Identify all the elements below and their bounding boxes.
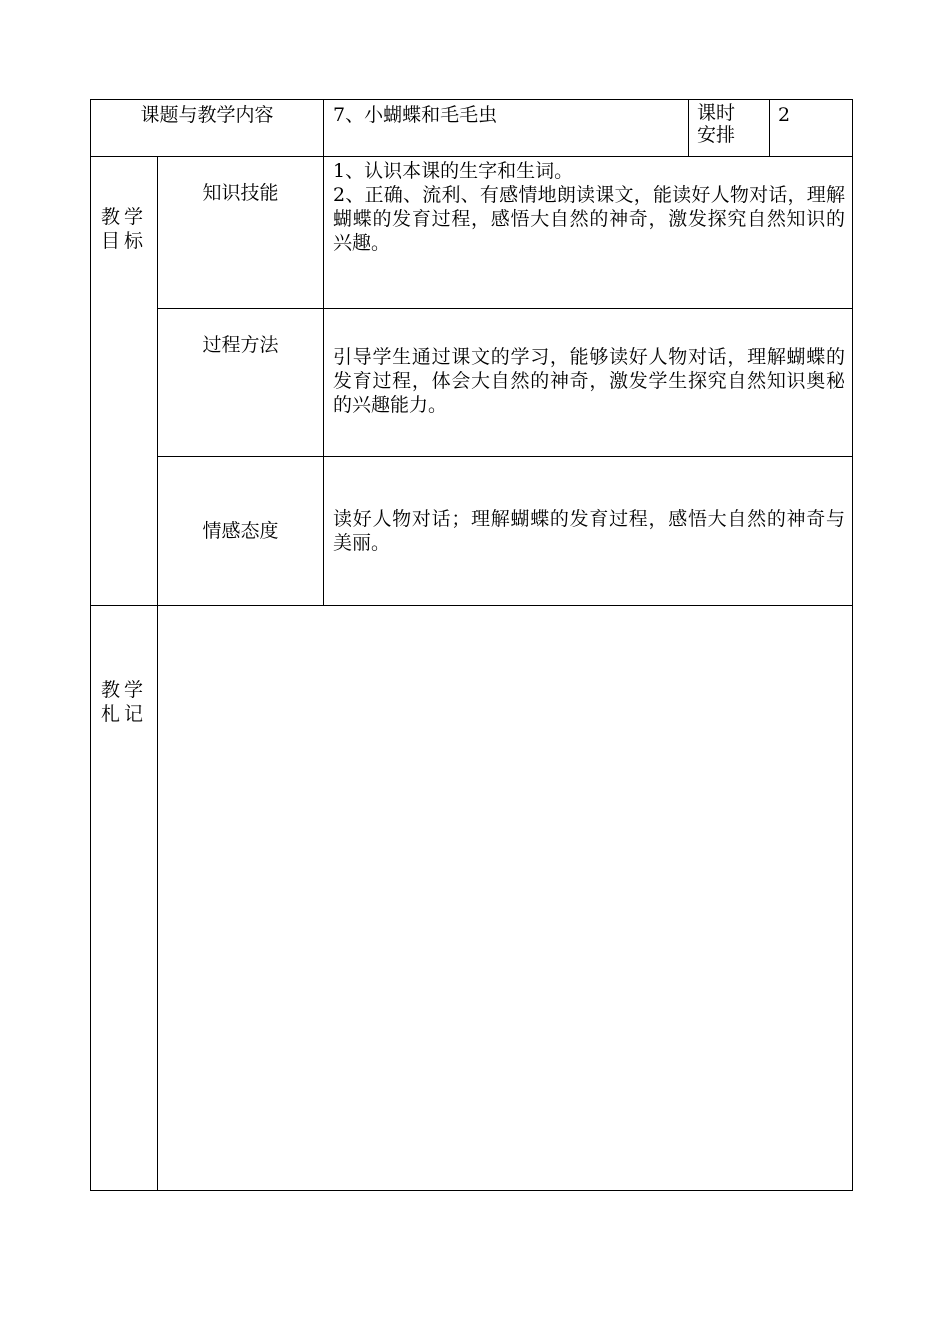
emotion-text: 读好人物对话；理解蝴蝶的发育过程，感悟大自然的神奇与美丽。 — [333, 508, 845, 554]
objectives-label: 教学目标 — [101, 206, 148, 252]
hours-label-cell — [688, 99, 770, 157]
topic-label: 课题与教学内容 — [140, 104, 274, 126]
knowledge-line-1: 1、认识本课的生字和生词。 — [333, 160, 574, 182]
process-label-cell — [157, 308, 324, 457]
process-label: 过程方法 — [202, 334, 279, 356]
topic-value: 7、小蝴蝶和毛毛虫 — [333, 104, 498, 126]
emotion-label: 情感态度 — [202, 520, 279, 542]
process-content-cell — [323, 308, 853, 457]
knowledge-line-2: 2、正确、流利、有感情地朗读课文，能读好人物对话，理解蝴蝶的发育过程，感悟大自然的神奇，激发探究自然知识的兴趣。 — [333, 184, 845, 254]
topic-label-cell — [90, 99, 324, 157]
process-text: 引导学生通过课文的学习，能够读好人物对话，理解蝴蝶的发育过程，体会大自然的神奇，激发学生探究自然知识奥秘的兴趣能力。 — [333, 346, 845, 416]
notes-content-cell[interactable] — [157, 605, 853, 1191]
knowledge-content-cell — [323, 156, 853, 309]
emotion-content-cell — [323, 456, 853, 606]
hours-value-cell — [769, 99, 853, 157]
notes-label: 教学札记 — [101, 679, 148, 725]
topic-value-cell — [323, 99, 689, 157]
emotion-label-cell — [157, 456, 324, 606]
hours-value: 2 — [778, 104, 791, 126]
objectives-label-cell — [90, 156, 158, 606]
hours-label: 课时安排 — [697, 102, 736, 146]
knowledge-label: 知识技能 — [202, 182, 279, 204]
notes-label-cell — [90, 605, 158, 1191]
knowledge-label-cell — [157, 156, 324, 309]
